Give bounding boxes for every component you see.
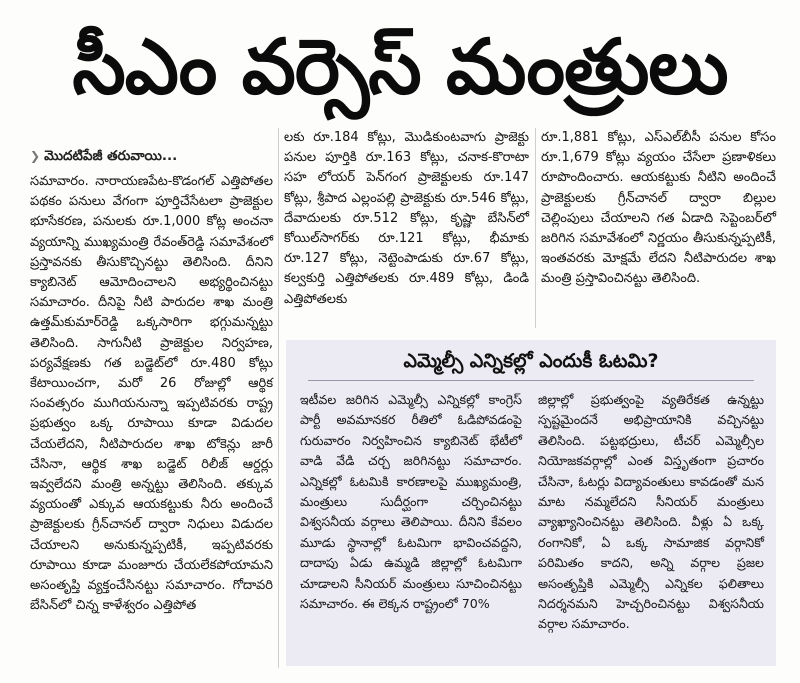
article-column-1	[30, 172, 273, 616]
chevron-right-icon: ❯	[30, 149, 41, 163]
sidebar-box-column-2-text: జిల్లాల్లో ప్రభుత్వంపై వ్యతిరేకత ఉన్నట్టు స్పష్టమైందనే అభిప్రాయానికి వచ్చినట్టు తెలిసింది. పట్టభద్రులు, టీచర్ ఎమ్మెల్సీల నియోజకవర్గాల్లో ఎంత విస్తృతంగా ప్రచారం చేసినా, ఓటర్లు విద్యావంతులు కావడంతో మన మాట నమ్మలేదని సీనియర్ మంత్రులు వ్యాఖ్యానించినట్టు తెలిసింది. వీళ్లు ఏ ఒక్క రంగానికో, ఏ ఒక్క సామాజిక వర్గానికో పరిమితం కాదని, అన్ని వర్గాల ప్రజల అసంతృప్తికి ఎమ్మెల్సీ ఎన్నికల ఫలితాలు నిదర్శనమని హెచ్చరించినట్టు విశ్వసనీయ వర్గాల సమాచారం.	[538, 392, 764, 632]
continuation-label	[30, 146, 273, 166]
column-divider	[535, 128, 536, 328]
headline: సీఎం వర్సెస్ మంత్రులు	[72, 22, 728, 111]
article-column-2	[284, 128, 529, 310]
sidebar-box	[286, 340, 776, 666]
sidebar-box-column-1-text: ఇటీవల జరిగిన ఎమ్మెల్సీ ఎన్నికల్లో కాంగ్రెస్ పార్టీ అవమానకర రీతిలో ఓడిపోవడంపై గురువారం నిర్వహించిన క్యాబినెట్ భేటీలో వాడి వేడి చర్చ జరిగినట్టు సమాచారం. ఎన్నికల్లో ఓటమికి కారణాలపై ముఖ్యమంత్రి, మంత్రులు సుదీర్ఘంగా చర్చించినట్టు విశ్వసనీయ వర్గాలు తెలిపాయి. దీనిని కేవలం మూడు స్థానాల్లో ఓటమిగా భావించవద్దని, దాదాపు ఏడు ఉమ్మడి జిల్లాల్లో ఓటమిగా చూడాలని సీనియర్ మంత్రులు సూచించినట్టు సమాచారం. ఈ లెక్కన రాష్ట్రంలో 70%	[300, 392, 522, 612]
article-column-3-text: రూ.1,881 కోట్లు, ఎస్ఎల్‌బీసీ పనుల కోసం రూ.1,679 కోట్లు వ్యయం చేసేలా ప్రణాళికలు రూపొందించారు. ఆయకట్టుకు నీటిని అందించే ప్రాజెక్టులకు గ్రీన్‌చానల్ ద్వారా బిల్లుల చెల్లింపులు చేయాలని గత ఏడాది సెప్టెంబర్‌లో జరిగిన సమావేశంలో నిర్ణయం తీసుకున్నప్పటికీ, ఇంతవరకు మోక్షమే లేదని నీటిపారుదల శాఖ మంత్రి ప్రస్తావించినట్టు తెలిసింది.	[541, 130, 776, 287]
article-column-2-text: లకు రూ.184 కోట్లు, మొడికుంటవాగు ప్రాజెక్టు పనుల పూర్తికి రూ.163 కోట్లు, చనాక-కొరాటా సహ లోయర్ పెన్‌గంగ ప్రాజెక్టులకు రూ.147 కోట్లు, శ్రీపాద ఎల్లంపల్లి ప్రాజెక్టుకు రూ.546 కోట్లు, దేవాదులకు రూ.512 కోట్లు, కృష్ణా బేసిన్‌లో కోయిల్‌సాగర్‌కు రూ.121 కోట్లు, భీమాకు రూ.127 కోట్లు, నెట్టెంపాడుకు రూ.67 కోట్లు, కల్వకుర్తి ఎత్తిపోతలకు రూ.489 కోట్లు, డిండి ఎత్తిపోతలకు	[284, 130, 529, 307]
sidebar-box-column-1	[300, 390, 522, 614]
column-divider	[278, 128, 279, 668]
article-column-1-text: సమావారం. నారాయణపేట-కొడంగల్ ఎత్తిపోతల పథకం పనులు వేగంగా పూర్తిచేసేటలా ప్రాజెక్టుల భూసేకరణ, పనులకు రూ.1,000 కోట్ల అంచనా వ్యయాన్ని ముఖ్యమంత్రి రేవంత్‌రెడ్డి సమావేశంలో ప్రస్తావనకు తీసుకొచ్చినట్టు తెలిసింది. దీనిని క్యాబినెట్ ఆమోదించాలని అభ్యర్థించినట్టు సమాచారం. దీనిపై నీటి పారుదల శాఖ మంత్రి ఉత్తమ్‌కుమార్‌రెడ్డి ఒక్కసారిగా భగ్గుమన్నట్టు తెలిసింది. సాగునీటి ప్రాజెక్టుల నిర్వహణ, పర్యవేక్షణకు గత బడ్జెట్‌లో రూ.480 కోట్లు కేటాయించగా, మరో 26 రోజుల్లో ఆర్థిక సంవత్సరం ముగియనున్నా ఇప్పటివరకు రాష్ట్ర ప్రభుత్వం ఒక్క రూపాయి కూడా విడుదల చేయలేదని, నీటిపారుదల శాఖ టోకెన్లు జారీ చేసినా, ఆర్థిక శాఖ బడ్జెట్ రిలీజ్ ఆర్డర్లు ఇవ్వలేదని మంత్రి అన్నట్టు తెలిసింది. తక్కువ వ్యయంతో ఎక్కువ ఆయకట్టుకు నీరు అందించే ప్రాజెక్టులకు గ్రీన్‌చానల్ ద్వారా నిధులు విడుదల చేయాలని అనుకున్నప్పటికీ, ఇప్పటివరకు రూపాయి కూడా మంజూరు చేయలేకపోయామని అసంతృప్తి వ్యక్తంచేసినట్టు సమాచారం. గోదావరి బేసిన్‌లో చిన్న కాళేశ్వరం ఎత్తిపోత	[30, 174, 273, 614]
sidebar-box-divider	[308, 380, 754, 381]
sidebar-box-column-2	[538, 390, 764, 635]
continuation-text: మొదటిపేజీ తరువాయి...	[44, 148, 178, 164]
article-column-3	[541, 128, 776, 290]
sidebar-box-title: ఎమ్మెల్సీ ఎన్నికల్లో ఎందుకీ ఓటమి?	[403, 350, 659, 372]
